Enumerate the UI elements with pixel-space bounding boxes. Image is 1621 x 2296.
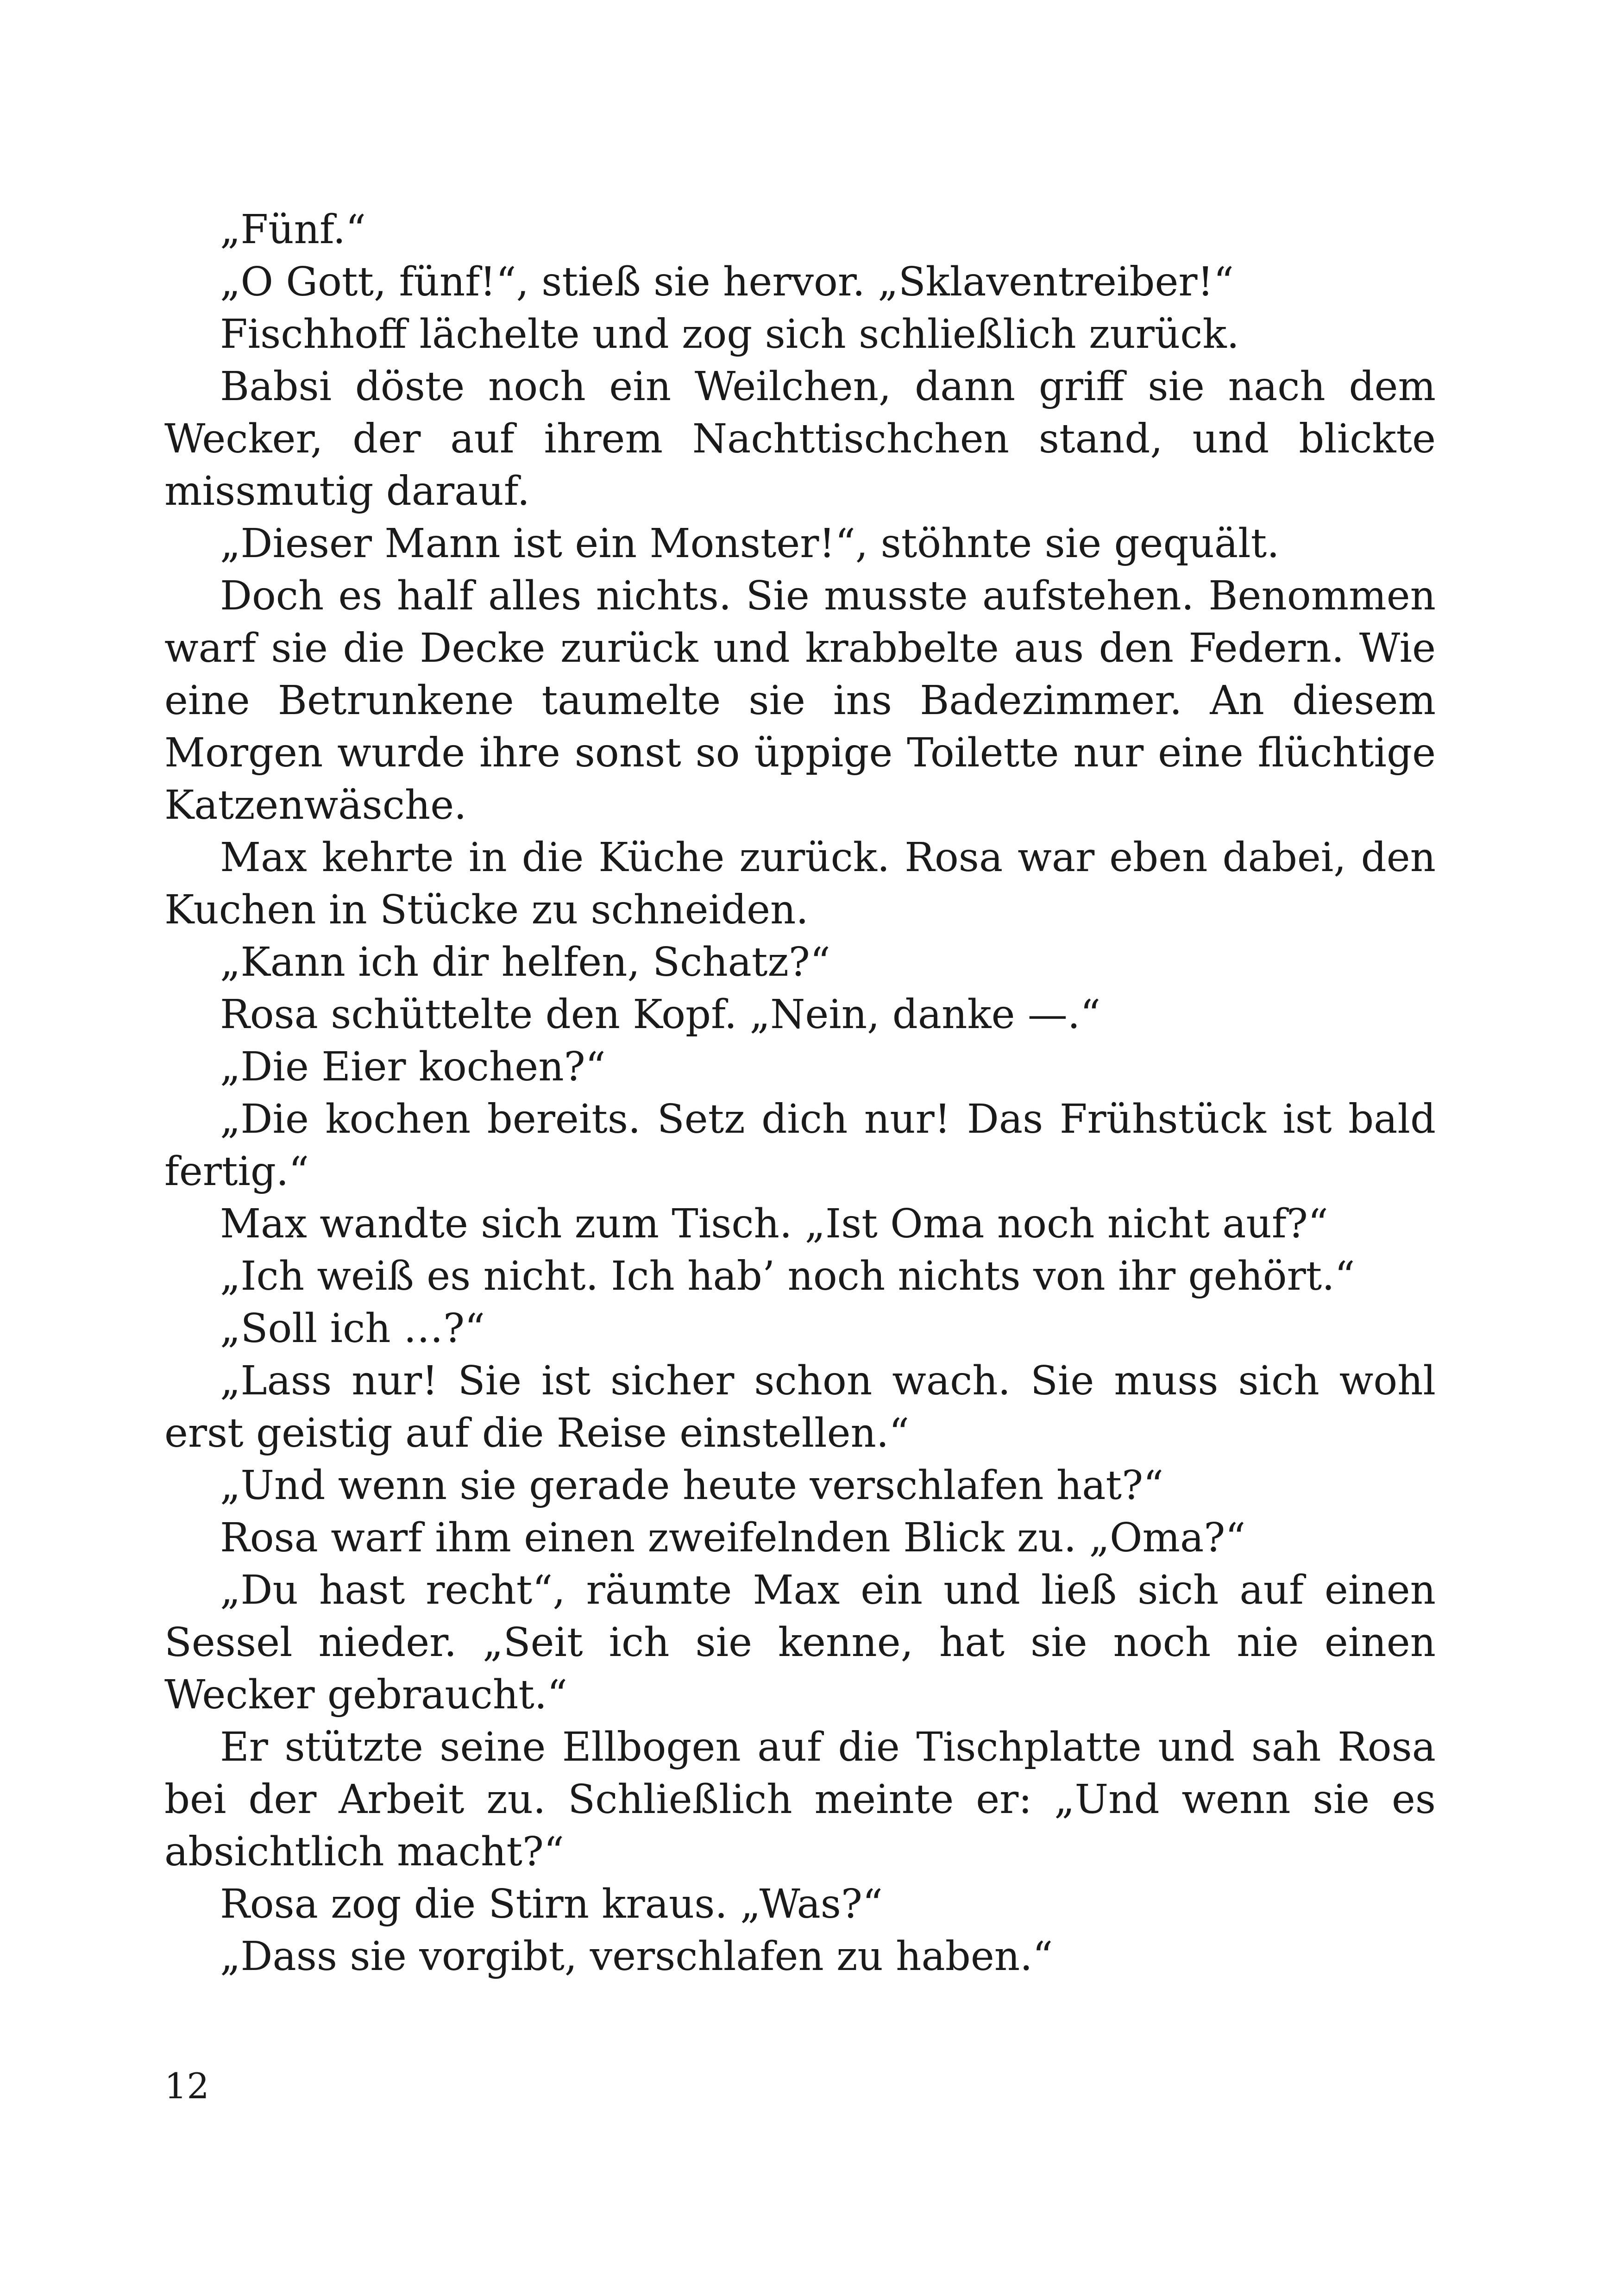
paragraph: „Lass nur! Sie ist sicher schon wach. Sie muss sich wohl erst geistig auf die Reise einstellen.“ — [164, 1358, 1436, 1456]
paragraph: „Die kochen bereits. Setz dich nur! Das Frühstück ist bald fertig.“ — [164, 1096, 1436, 1195]
paragraph: „Die Eier kochen?“ — [220, 1044, 606, 1090]
paragraph: Max wandte sich zum Tisch. „Ist Oma noch nicht auf?“ — [220, 1201, 1328, 1247]
paragraph: Babsi döste noch ein Weilchen, dann griff sie nach dem Wecker, der auf ihrem Nachttischchen stand, und blickte missmutig darauf. — [164, 364, 1436, 514]
paragraph: Rosa schüttelte den Kopf. „Nein, danke —.“ — [220, 991, 1101, 1038]
page-body-text — [164, 204, 1436, 1983]
paragraph: „Kann ich dir helfen, Schatz?“ — [220, 939, 830, 985]
paragraph: „Du hast recht“, räumte Max ein und ließ sich auf einen Sessel nieder. „Seit ich sie kenne, hat sie noch nie einen Wecker gebraucht.“ — [164, 1567, 1436, 1718]
paragraph: „Soll ich …?“ — [220, 1305, 485, 1352]
paragraph: Doch es half alles nichts. Sie musste aufstehen. Benommen warf sie die Decke zurück und krabbelte aus den Federn. Wie eine Betrunkene taumelte sie ins Badezimmer. An diesem Morgen wurde ihre sonst so üppige Toilette nur eine flüchtige Katzenwäsche. — [164, 573, 1436, 828]
paragraph: „O Gott, fünf!“, stieß sie hervor. „Sklaventreiber!“ — [220, 259, 1234, 305]
paragraph: „Dass sie vorgibt, verschlafen zu haben.“ — [220, 1933, 1053, 1980]
paragraph: „Ich weiß es nicht. Ich hab’ noch nichts von ihr gehört.“ — [220, 1253, 1355, 1299]
page-number: 12 — [164, 2065, 209, 2107]
paragraph: „Und wenn sie gerade heute verschlafen hat?“ — [220, 1462, 1164, 1509]
paragraph: „Fünf.“ — [220, 207, 366, 253]
paragraph: Rosa zog die Stirn kraus. „Was?“ — [220, 1881, 883, 1927]
paragraph: „Dieser Mann ist ein Monster!“, stöhnte sie gequält. — [220, 521, 1280, 567]
paragraph: Fischhoff lächelte und zog sich schließlich zurück. — [220, 311, 1239, 358]
paragraph: Er stützte seine Ellbogen auf die Tischplatte und sah Rosa bei der Arbeit zu. Schließlich meinte er: „Und wenn sie es absichtlich macht?“ — [164, 1724, 1436, 1875]
paragraph: Max kehrte in die Küche zurück. Rosa war eben dabei, den Kuchen in Stücke zu schneiden. — [164, 834, 1436, 933]
paragraph: Rosa warf ihm einen zweifelnden Blick zu. „Oma?“ — [220, 1515, 1246, 1561]
